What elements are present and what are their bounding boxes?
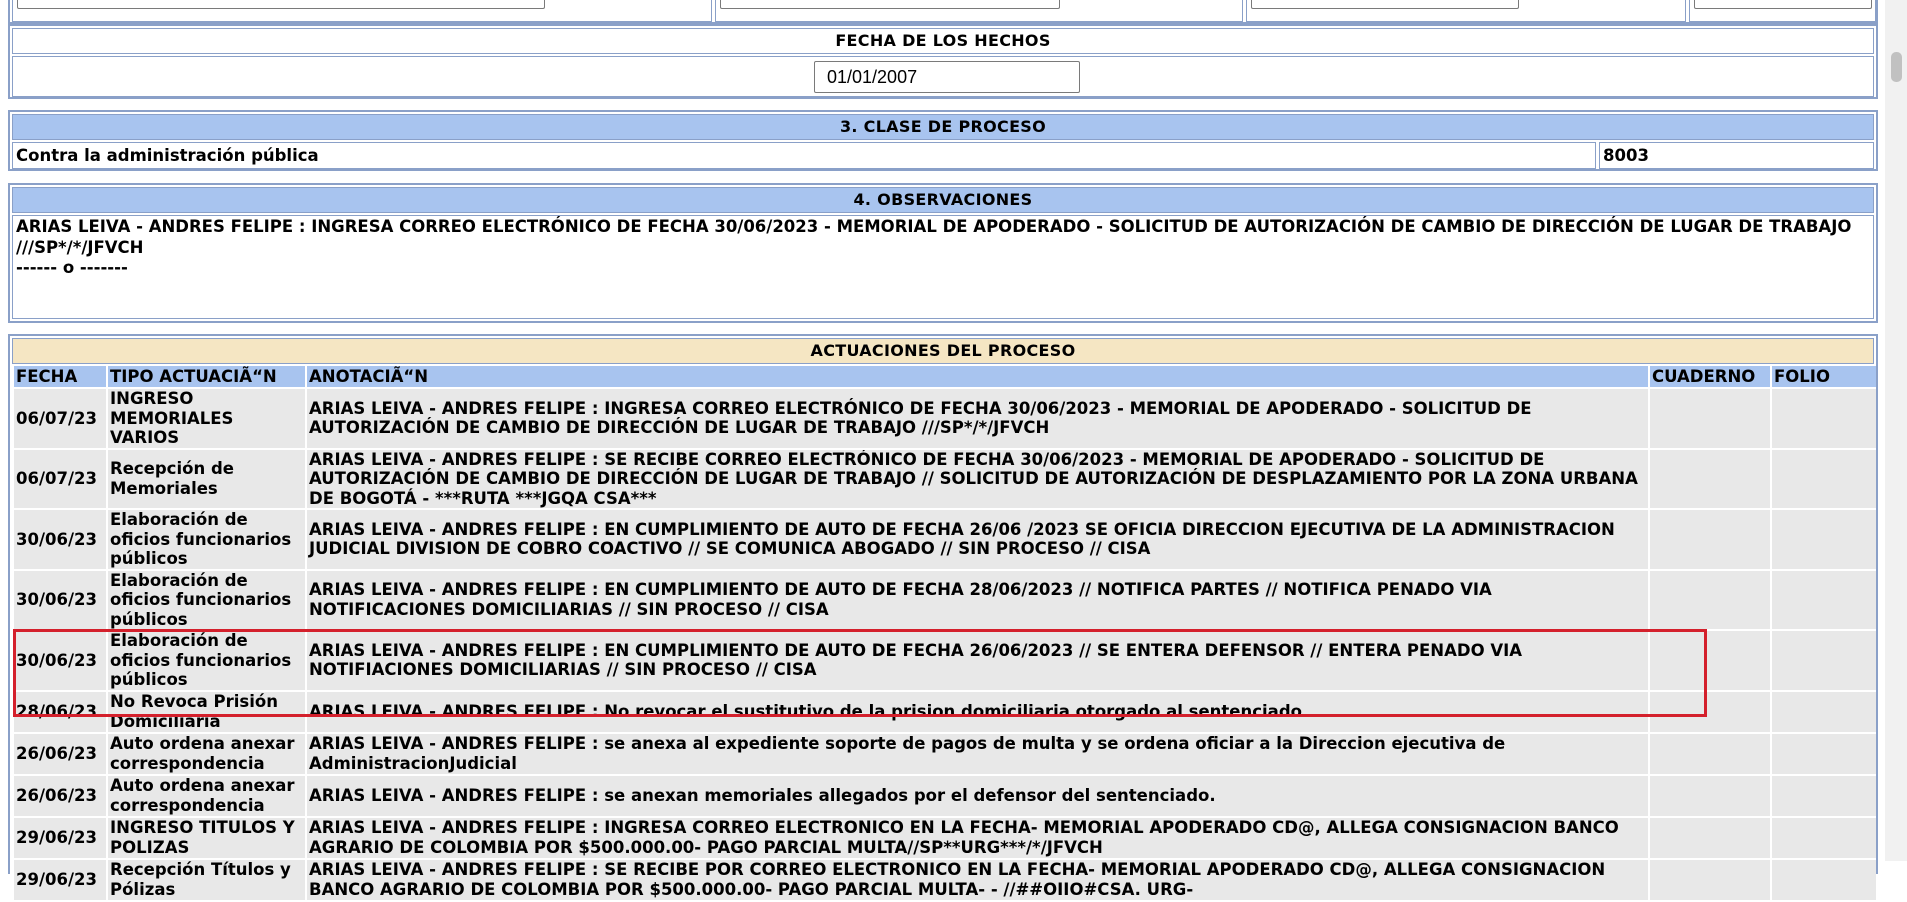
cell-cuaderno — [1650, 860, 1770, 900]
clase-proceso-code: 8003 — [1599, 142, 1874, 169]
fecha-hechos-value-cell — [12, 56, 1874, 97]
cell-anotacion: ARIAS LEIVA - ANDRES FELIPE : EN CUMPLIMIENTO DE AUTO DE FECHA 28/06/2023 // NOTIFICA PARTES // NOTIFICA PENADO VIA NOTIFICACIONES DOMICILIARIAS // SIN PROCESO // CISA — [307, 571, 1648, 630]
observaciones-section — [8, 183, 1878, 323]
cell-folio — [1772, 571, 1876, 630]
cell-cuaderno — [1650, 450, 1770, 509]
fecha-hechos-section — [8, 24, 1878, 99]
cell-folio — [1772, 450, 1876, 509]
table-row — [14, 389, 1876, 448]
clase-proceso-name: Contra la administración pública — [12, 142, 1596, 169]
cell-anotacion: ARIAS LEIVA - ANDRES FELIPE : No revocar el sustitutivo de la prision domiciliaria otorgado al sentenciado — [307, 692, 1648, 732]
clase-proceso-row — [12, 142, 1874, 169]
cell-fecha: 28/06/23 — [14, 692, 106, 732]
cell-cuaderno — [1650, 818, 1770, 858]
clase-proceso-title: 3. CLASE DE PROCESO — [12, 114, 1874, 140]
table-row — [14, 776, 1876, 816]
table-header-row — [14, 366, 1876, 387]
table-row — [14, 571, 1876, 630]
actuaciones-section — [8, 334, 1878, 899]
top-field-input-3[interactable] — [1251, 0, 1519, 9]
top-field-input-1[interactable] — [17, 0, 545, 9]
clase-proceso-section — [8, 110, 1878, 171]
table-row — [14, 692, 1876, 732]
cell-cuaderno — [1650, 734, 1770, 774]
top-field-cell-2 — [715, 0, 1243, 22]
observaciones-text: ARIAS LEIVA - ANDRES FELIPE : INGRESA CORREO ELECTRÓNICO DE FECHA 30/06/2023 - MEMORIAL DE APODERADO - SOLICITUD DE AUTORIZACIÓN DE CAMBIO DE DIRECCIÓN DE LUGAR DE TRABAJO ///SP*/*/JFVCH — [16, 217, 1852, 257]
cell-folio — [1772, 818, 1876, 858]
cell-tipo: Elaboración de oficios funcionarios públicos — [108, 571, 305, 630]
cell-tipo: INGRESO MEMORIALES VARIOS — [108, 389, 305, 448]
cell-tipo: Recepción de Memoriales — [108, 450, 305, 509]
cell-fecha: 29/06/23 — [14, 860, 106, 900]
table-row — [14, 860, 1876, 900]
cell-tipo: Recepción Títulos y Pólizas — [108, 860, 305, 900]
col-header-tipo: TIPO ACTUACIÃ“N — [108, 366, 305, 387]
cell-folio — [1772, 389, 1876, 448]
top-field-cell-3 — [1246, 0, 1686, 22]
fecha-hechos-title: FECHA DE LOS HECHOS — [12, 28, 1874, 54]
cell-tipo: Auto ordena anexar correspondencia — [108, 734, 305, 774]
cell-anotacion: ARIAS LEIVA - ANDRES FELIPE : SE RECIBE CORREO ELECTRÓNICO DE FECHA 30/06/2023 - MEMORIAL DE APODERADO - SOLICITUD DE AUTORIZACIÓN DE CAMBIO DE DIRECCIÓN DE LUGAR DE TRABAJO // SOLICITUD DE AUTORIZACIÓN DE DESPLAZAMIENTO POR LA ZONA URBANA DE BOGOTÁ - ***RUTA ***JGQA CSA*** — [307, 450, 1648, 509]
cell-anotacion: ARIAS LEIVA - ANDRES FELIPE : EN CUMPLIMIENTO DE AUTO DE FECHA 26/06/2023 // SE ENTERA DEFENSOR // ENTERA PENADO VIA NOTIFIACIONES DOMICILIARIAS // SIN PROCESO // CISA — [307, 631, 1648, 690]
table-row — [14, 818, 1876, 858]
table-row — [14, 450, 1876, 509]
cell-anotacion: ARIAS LEIVA - ANDRES FELIPE : SE RECIBE POR CORREO ELECTRONICO EN LA FECHA- MEMORIAL APODERADO CD@, ALLEGA CONSIGNACION BANCO AGRARIO DE COLOMBIA POR $500.000.00- PAGO PARCIAL MULTA- - //##OIIO#CSA. URG- — [307, 860, 1648, 900]
table-row — [14, 631, 1876, 690]
cell-folio — [1772, 510, 1876, 569]
top-field-cell-4 — [1689, 0, 1876, 22]
col-header-folio: FOLIO — [1772, 366, 1876, 387]
cell-anotacion: ARIAS LEIVA - ANDRES FELIPE : INGRESA CORREO ELECTRONICO EN LA FECHA- MEMORIAL APODERADO CD@, ALLEGA CONSIGNACION BANCO AGRARIO DE COLOMBIA POR $500.000.00- PAGO PARCIAL MULTA//SP**URG***/*/JFVCH — [307, 818, 1648, 858]
top-field-input-2[interactable] — [720, 0, 1060, 9]
col-header-anotacion: ANOTACIÃ“N — [307, 366, 1648, 387]
vertical-scrollbar[interactable] — [1885, 0, 1907, 861]
cell-tipo: Auto ordena anexar correspondencia — [108, 776, 305, 816]
observaciones-separator: ------ o ------- — [16, 258, 128, 277]
actuaciones-table — [12, 364, 1878, 902]
col-header-cuaderno: CUADERNO — [1650, 366, 1770, 387]
cell-anotacion: ARIAS LEIVA - ANDRES FELIPE : INGRESA CORREO ELECTRÓNICO DE FECHA 30/06/2023 - MEMORIAL DE APODERADO - SOLICITUD DE AUTORIZACIÓN DE CAMBIO DE DIRECCIÓN DE LUGAR DE TRABAJO ///SP*/*/JFVCH — [307, 389, 1648, 448]
cell-fecha: 06/07/23 — [14, 450, 106, 509]
cell-cuaderno — [1650, 389, 1770, 448]
top-field-input-4[interactable] — [1694, 0, 1872, 9]
fecha-hechos-input[interactable]: 01/01/2007 — [814, 61, 1080, 93]
cell-tipo: Elaboración de oficios funcionarios públicos — [108, 631, 305, 690]
cell-tipo: INGRESO TITULOS Y POLIZAS — [108, 818, 305, 858]
top-fields-section — [8, 0, 1878, 24]
cell-fecha: 06/07/23 — [14, 389, 106, 448]
table-row — [14, 734, 1876, 774]
cell-cuaderno — [1650, 631, 1770, 690]
cell-folio — [1772, 692, 1876, 732]
table-row — [14, 510, 1876, 569]
cell-anotacion: ARIAS LEIVA - ANDRES FELIPE : se anexan memoriales allegados por el defensor del sentenciado. — [307, 776, 1648, 816]
observaciones-title: 4. OBSERVACIONES — [12, 187, 1874, 213]
cell-folio — [1772, 860, 1876, 900]
cell-tipo: No Revoca Prisión Domiciliaria — [108, 692, 305, 732]
top-field-cell-1 — [12, 0, 712, 22]
cell-tipo: Elaboración de oficios funcionarios públicos — [108, 510, 305, 569]
col-header-fecha: FECHA — [14, 366, 106, 387]
cell-folio — [1772, 776, 1876, 816]
actuaciones-title: ACTUACIONES DEL PROCESO — [12, 338, 1874, 364]
cell-cuaderno — [1650, 776, 1770, 816]
cell-folio — [1772, 734, 1876, 774]
cell-fecha: 30/06/23 — [14, 571, 106, 630]
scrollbar-thumb[interactable] — [1891, 52, 1902, 82]
observaciones-body — [12, 215, 1874, 319]
cell-fecha: 26/06/23 — [14, 734, 106, 774]
cell-fecha: 30/06/23 — [14, 510, 106, 569]
cell-cuaderno — [1650, 510, 1770, 569]
cell-cuaderno — [1650, 692, 1770, 732]
cell-fecha: 26/06/23 — [14, 776, 106, 816]
cell-anotacion: ARIAS LEIVA - ANDRES FELIPE : se anexa al expediente soporte de pagos de multa y se ordena oficiar a la Direccion ejecutiva de AdministracionJudicial — [307, 734, 1648, 774]
cell-folio — [1772, 631, 1876, 690]
cell-fecha: 30/06/23 — [14, 631, 106, 690]
cell-cuaderno — [1650, 571, 1770, 630]
cell-fecha: 29/06/23 — [14, 818, 106, 858]
cell-anotacion: ARIAS LEIVA - ANDRES FELIPE : EN CUMPLIMIENTO DE AUTO DE FECHA 26/06 /2023 SE OFICIA DIRECCION EJECUTIVA DE LA ADMINISTRACION JUDICIAL DIVISION DE COBRO COACTIVO // SE COMUNICA ABOGADO // SIN PROCESO // CISA — [307, 510, 1648, 569]
